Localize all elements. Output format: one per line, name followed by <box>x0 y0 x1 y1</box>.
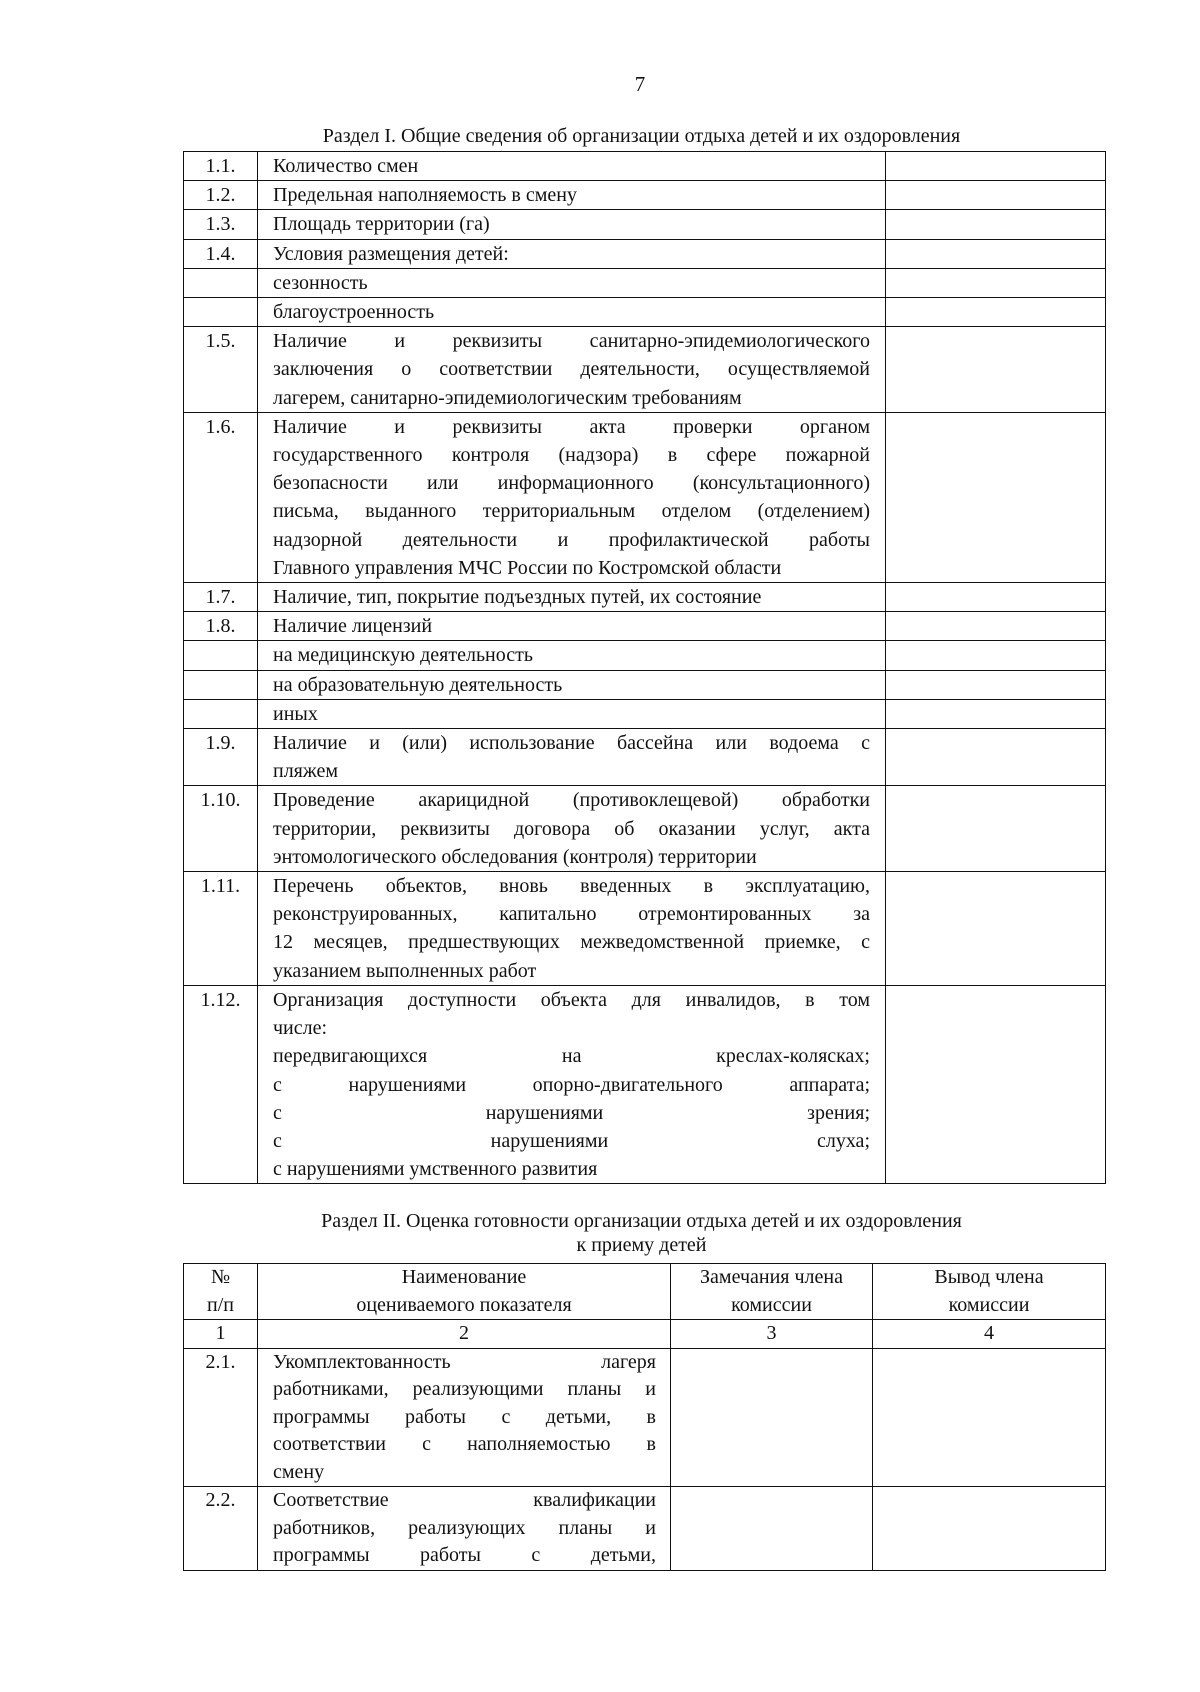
section-2-title <box>183 1209 1100 1257</box>
row-label-line: смену <box>273 1460 325 1483</box>
row-label <box>258 1487 671 1571</box>
header-remarks <box>671 1264 873 1320</box>
row-label-line: Наличие и реквизиты акта проверки органом <box>273 415 870 438</box>
row-label-line: с нарушениями зрения; <box>273 1101 870 1124</box>
row-value-cell <box>886 210 1106 239</box>
row-value-cell <box>886 412 1106 582</box>
row-label <box>258 612 886 641</box>
row-label-line: письма, выданного территориальным отделом (отделением) <box>273 500 870 523</box>
row-label <box>258 268 886 297</box>
row-label-line: указанием выполненных работ <box>273 959 537 982</box>
remarks-cell <box>671 1348 873 1487</box>
table-row <box>184 327 1106 413</box>
row-label-line: Наличие лицензий <box>273 615 433 638</box>
row-label-line: на медицинскую деятельность <box>273 644 533 667</box>
row-label-line: сезонность <box>273 271 368 294</box>
page-number: 7 <box>634 72 646 96</box>
row-number <box>184 699 258 728</box>
row-number: 1.7. <box>184 583 258 612</box>
row-label-line: с нарушениями опорно-двигательного аппарата; <box>273 1073 870 1096</box>
row-number <box>184 298 258 327</box>
header-line: № <box>210 1266 231 1288</box>
row-label-line: Площадь территории (га) <box>273 213 490 236</box>
row-label <box>258 699 886 728</box>
header-line: комиссии <box>731 1293 812 1316</box>
table-row <box>184 612 1106 641</box>
row-label <box>258 729 886 786</box>
row-label-line: числе: <box>273 1017 328 1040</box>
row-label-line: заключения о соответствии деятельности, осуществляемой <box>273 358 870 381</box>
row-number: 1.3. <box>184 210 258 239</box>
row-label-line: безопасности или информационного (консультационного) <box>273 472 870 495</box>
table-row <box>184 152 1106 181</box>
row-value-cell <box>886 268 1106 297</box>
row-label-line: надзорной деятельности и профилактической работы <box>273 528 870 551</box>
row-label-line: государственного контроля (надзора) в сфере пожарной <box>273 444 870 467</box>
readiness-table <box>183 1263 1106 1571</box>
row-number <box>184 268 258 297</box>
row-label-line: Укомплектованность лагеря <box>273 1350 656 1373</box>
row-value-cell <box>886 641 1106 670</box>
header-line: Вывод члена <box>934 1266 1044 1288</box>
row-label-line: территории, реквизиты договора об оказании услуг, акта <box>273 817 870 840</box>
row-label-line: благоустроенность <box>273 301 435 324</box>
row-label-line: Наличие, тип, покрытие подъездных путей, их состояние <box>273 586 762 609</box>
row-value-cell <box>886 670 1106 699</box>
row-label-line: Условия размещения детей: <box>273 242 509 265</box>
table-row <box>184 583 1106 612</box>
row-value-cell <box>886 181 1106 210</box>
row-number: 1.11. <box>184 872 258 986</box>
row-label <box>258 239 886 268</box>
row-label-line: Наличие и реквизиты санитарно-эпидемиологического <box>273 330 870 353</box>
row-label-line: реконструированных, капитально отремонтированных за <box>273 903 870 926</box>
row-label <box>258 181 886 210</box>
row-label-line: 12 месяцев, предшествующих межведомственной приемке, с <box>273 931 870 954</box>
row-label-line: программы работы с детьми, <box>273 1544 656 1566</box>
column-number: 4 <box>873 1320 1106 1349</box>
row-label-line: Соответствие квалификации <box>273 1489 656 1511</box>
table-row <box>184 699 1106 728</box>
conclusion-cell <box>873 1487 1106 1571</box>
section-1-title: Раздел I. Общие сведения об организации отдыха детей и их оздоровления <box>322 125 961 147</box>
column-number-row <box>184 1320 1106 1349</box>
table-row <box>184 181 1106 210</box>
row-number: 1.9. <box>184 729 258 786</box>
row-label-line: Наличие и (или) использование бассейна или водоема с <box>273 732 870 755</box>
row-label-line: Главного управления МЧС России по Костромской области <box>273 556 782 579</box>
row-number: 1.10. <box>184 786 258 872</box>
row-number: 1.8. <box>184 612 258 641</box>
row-value-cell <box>886 699 1106 728</box>
row-label-line: пляжем <box>273 760 338 783</box>
row-label <box>258 670 886 699</box>
table-row <box>184 268 1106 297</box>
row-label-line: с нарушениями умственного развития <box>273 1158 598 1181</box>
table-row <box>184 985 1106 1183</box>
row-value-cell <box>886 298 1106 327</box>
section-2-title-line-2: к приему детей <box>576 1234 707 1256</box>
row-label-line: работников, реализующих планы и <box>273 1516 656 1539</box>
row-number: 1.4. <box>184 239 258 268</box>
row-label-line: программы работы с детьми, в <box>273 1405 656 1428</box>
row-number: 1.5. <box>184 327 258 413</box>
row-label <box>258 298 886 327</box>
table-row <box>184 670 1106 699</box>
row-value-cell <box>886 612 1106 641</box>
table-row <box>184 239 1106 268</box>
column-number: 3 <box>671 1320 873 1349</box>
row-label-line: иных <box>273 702 318 725</box>
row-label <box>258 872 886 986</box>
table-row <box>184 786 1106 872</box>
row-label-line: с нарушениями слуха; <box>273 1129 870 1152</box>
header-line: п/п <box>207 1293 234 1316</box>
table-row <box>184 729 1106 786</box>
section-2-title-line-1: Раздел II. Оценка готовности организации отдыха детей и их оздоровления <box>321 1210 962 1232</box>
table-row <box>184 210 1106 239</box>
remarks-cell <box>671 1487 873 1571</box>
conclusion-cell <box>873 1348 1106 1487</box>
row-label-line: передвигающихся на креслах-колясках; <box>273 1045 870 1068</box>
row-number <box>184 641 258 670</box>
row-label <box>258 327 886 413</box>
row-label-line: Предельная наполняемость в смену <box>273 184 577 207</box>
table-row <box>184 641 1106 670</box>
row-value-cell <box>886 152 1106 181</box>
row-label-line: Организация доступности объекта для инвалидов, в том <box>273 988 870 1011</box>
row-label <box>258 641 886 670</box>
row-number: 1.12. <box>184 985 258 1183</box>
row-label <box>258 985 886 1183</box>
table-row <box>184 1348 1106 1487</box>
row-label <box>258 583 886 612</box>
general-info-table <box>183 151 1106 1184</box>
row-value-cell <box>886 327 1106 413</box>
row-number <box>184 670 258 699</box>
header-conclusion <box>873 1264 1106 1320</box>
row-label-line: Проведение акарицидной (противоклещевой) обработки <box>273 789 870 812</box>
row-value-cell <box>886 872 1106 986</box>
row-value-cell <box>886 729 1106 786</box>
table-row <box>184 298 1106 327</box>
header-number <box>184 1264 258 1320</box>
row-label-line: работниками, реализующими планы и <box>273 1378 656 1400</box>
row-value-cell <box>886 239 1106 268</box>
row-number: 2.2. <box>184 1487 258 1571</box>
row-label <box>258 412 886 582</box>
column-number: 2 <box>258 1320 671 1349</box>
row-label <box>258 152 886 181</box>
row-label <box>258 786 886 872</box>
table-row <box>184 1487 1106 1571</box>
row-value-cell <box>886 583 1106 612</box>
row-value-cell <box>886 786 1106 872</box>
table-row <box>184 872 1106 986</box>
row-label <box>258 210 886 239</box>
row-label-line: энтомологического обследования (контроля) территории <box>273 845 757 868</box>
header-line: оцениваемого показателя <box>356 1293 572 1316</box>
row-number: 2.1. <box>184 1348 258 1487</box>
column-number: 1 <box>184 1320 258 1349</box>
row-label-line: на образовательную деятельность <box>273 673 563 696</box>
row-label-line: соответствии с наполняемостью в <box>273 1433 656 1455</box>
row-number: 1.2. <box>184 181 258 210</box>
table-row <box>184 412 1106 582</box>
row-label-line: Количество смен <box>273 155 419 177</box>
header-line: Наименование <box>401 1266 527 1288</box>
row-label-line: Перечень объектов, вновь введенных в эксплуатацию, <box>273 875 870 898</box>
header-indicator <box>258 1264 671 1320</box>
row-value-cell <box>886 985 1106 1183</box>
header-line: Замечания члена <box>700 1266 843 1288</box>
row-number: 1.1. <box>184 152 258 181</box>
row-label <box>258 1348 671 1487</box>
row-number: 1.6. <box>184 412 258 582</box>
header-line: комиссии <box>948 1293 1030 1316</box>
header-row <box>184 1264 1106 1320</box>
row-label-line: лагерем, санитарно-эпидемиологическим требованиям <box>273 386 742 409</box>
